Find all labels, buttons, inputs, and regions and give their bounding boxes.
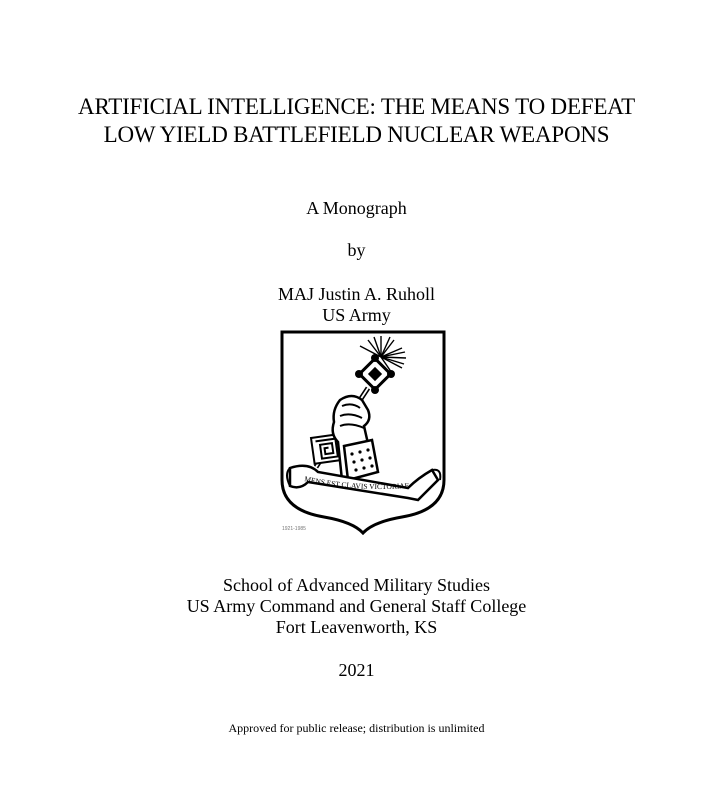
crest-small-mark: 1921-1985: [282, 526, 306, 532]
sams-crest-emblem: [278, 330, 448, 535]
author-service: US Army: [322, 305, 391, 325]
title-line-1: ARTIFICIAL INTELLIGENCE: THE MEANS TO DEFEAT: [78, 94, 635, 119]
institution-line-2: US Army Command and General Staff College: [186, 596, 527, 616]
crest-motto: MENS EST CLAVIS VICTORIAE: [303, 474, 410, 492]
title-line-2: LOW YIELD BATTLEFIELD NUCLEAR WEAPONS: [103, 122, 610, 147]
institution-line-1: School of Advanced Military Studies: [223, 575, 490, 595]
publication-year: 2021: [338, 660, 375, 680]
institution-line-3: Fort Leavenworth, KS: [275, 617, 438, 637]
by-label: by: [347, 240, 366, 260]
release-statement: Approved for public release; distribution is unlimited: [228, 721, 485, 735]
author-name: MAJ Justin A. Ruholl: [277, 284, 436, 304]
document-type: A Monograph: [306, 198, 407, 218]
